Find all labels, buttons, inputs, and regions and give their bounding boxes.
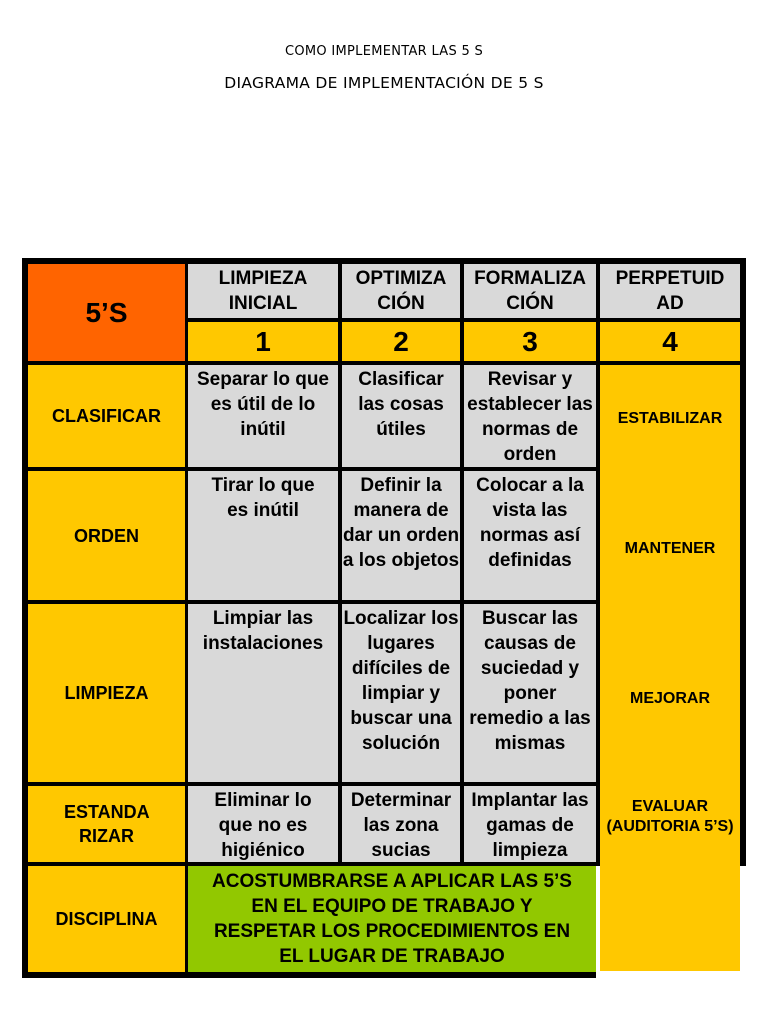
- row-label-limpieza: LIMPIEZA: [28, 604, 185, 782]
- cell-clasificar-phase1: Separar lo que es útil de lo inútil: [188, 365, 338, 467]
- cell-limpieza-phase3: Buscar las causas de suciedad y poner remedio a las mismas: [464, 604, 596, 782]
- row-label-estandarizar: ESTANDA RIZAR: [28, 786, 185, 862]
- phase-header-2: OPTIMIZA CIÓN: [342, 264, 460, 318]
- action-evaluar: EVALUAR (AUDITORIA 5’S): [606, 798, 734, 835]
- phase-number-2: 2: [342, 322, 460, 361]
- phase-header-3: FORMALIZA CIÓN: [464, 264, 596, 318]
- phase-header-4: PERPETUID AD: [600, 264, 740, 318]
- action-mejorar: MEJORAR: [629, 690, 710, 707]
- cell-clasificar-phase2: Clasificar las cosas útiles: [342, 365, 460, 467]
- perpetuity-actions-column: [600, 365, 740, 971]
- row-label-orden: ORDEN: [28, 471, 185, 600]
- corner-cell-5s: 5’S: [28, 264, 185, 361]
- cell-limpieza-phase1: Limpiar las instalaciones: [188, 604, 338, 782]
- phase-number-3: 3: [464, 322, 596, 361]
- cell-orden-phase2: Definir la manera de dar un orden a los objetos: [342, 471, 460, 600]
- phase-number-4: 4: [600, 322, 740, 361]
- document-title: COMO IMPLEMENTAR LAS 5 S: [284, 44, 484, 59]
- cell-estandarizar-phase3: Implantar las gamas de limpieza: [464, 786, 596, 862]
- cell-orden-phase3: Colocar a la vista las normas así definidas: [464, 471, 596, 600]
- cell-clasificar-phase3: Revisar y establecer las normas de orden: [464, 365, 596, 467]
- phase-number-1: 1: [188, 322, 338, 361]
- action-estabilizar: ESTABILIZAR: [617, 410, 723, 427]
- cell-limpieza-phase2: Localizar los lugares difíciles de limpiar y buscar una solución: [342, 604, 460, 782]
- cell-estandarizar-phase1: Eliminar lo que no es higiénico: [188, 786, 338, 862]
- phase-header-1: LIMPIEZA INICIAL: [188, 264, 338, 318]
- discipline-statement: ACOSTUMBRARSE A APLICAR LAS 5’S EN EL EQUIPO DE TRABAJO Y RESPETAR LOS PROCEDIMIENTOS EN EL LUGAR DE TRABAJO: [188, 866, 596, 972]
- diagram-title: DIAGRAMA DE IMPLEMENTACIÓN DE 5 S: [224, 74, 544, 92]
- implementation-table: [22, 258, 746, 978]
- action-mantener: MANTENER: [624, 540, 716, 557]
- row-label-clasificar: CLASIFICAR: [28, 365, 185, 467]
- cell-estandarizar-phase2: Determinar las zona sucias: [342, 786, 460, 862]
- cell-orden-phase1: Tirar lo que es inútil: [188, 471, 338, 600]
- row-label-disciplina: DISCIPLINA: [28, 866, 185, 972]
